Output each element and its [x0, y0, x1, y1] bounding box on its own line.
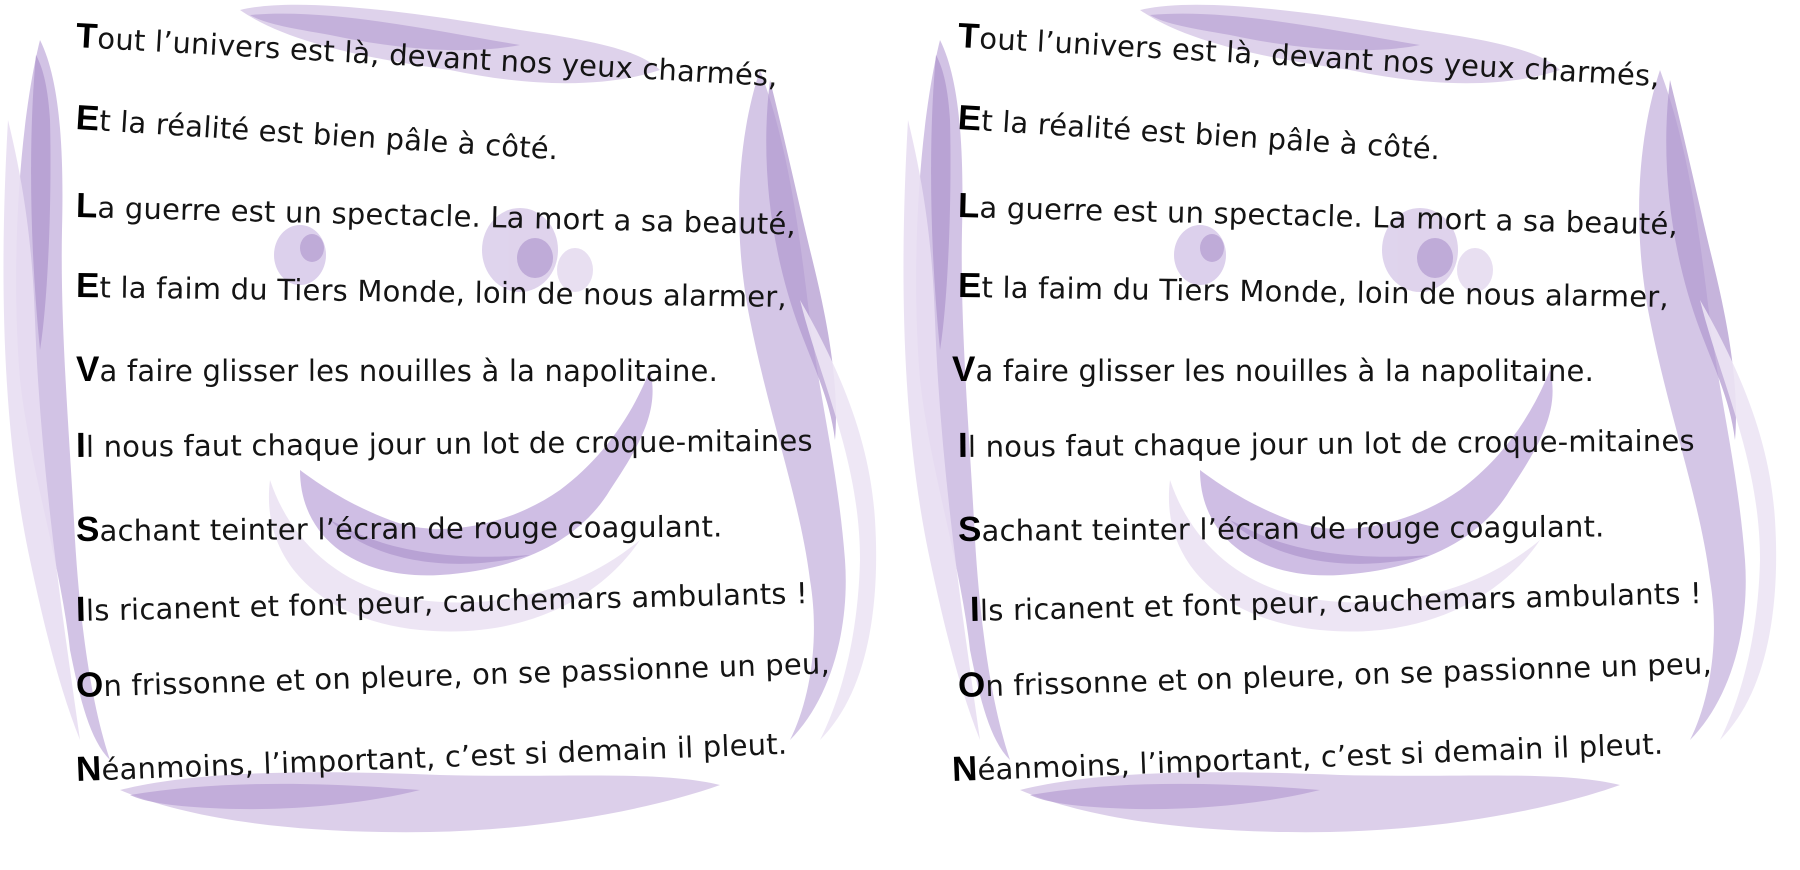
drop-capital: N: [951, 749, 979, 789]
poem-line: [76, 574, 809, 627]
drop-capital: V: [952, 350, 976, 389]
poem-line-text: ls ricanent et font peur, cauchemars ambulants !: [979, 576, 1703, 628]
poem-line-text: out l’univers est là, devant nos yeux charmés,: [978, 21, 1661, 94]
poem-line-text: t la faim du Tiers Monde, loin de nous alarmer,: [981, 270, 1670, 314]
poem-line: [76, 268, 787, 313]
poem-line-text: a guerre est un spectacle. La mort a sa beauté,: [97, 190, 797, 242]
drop-capital: O: [957, 665, 987, 705]
drop-capital: I: [969, 589, 981, 629]
poem-line-text: l nous faut chaque jour un lot de croque-mitaines: [967, 423, 1695, 464]
poem-line: [75, 644, 830, 703]
poem-right: [900, 0, 1800, 870]
drop-capital: O: [75, 665, 105, 705]
poem-line: [970, 574, 1703, 627]
poem-line-text: t la réalité est bien pâle à côté.: [98, 103, 560, 167]
drop-capital: E: [75, 266, 100, 306]
drop-capital: L: [75, 186, 99, 226]
drop-capital: S: [75, 509, 100, 549]
drop-capital: N: [75, 749, 103, 789]
poem-line-text: éanmoins, l’important, c’est si demain il pleut.: [976, 726, 1664, 788]
drop-capital: I: [957, 425, 969, 465]
poem-line: [958, 422, 1695, 463]
poem-line-text: t la réalité est bien pâle à côté.: [980, 103, 1442, 167]
poem-line: [76, 422, 813, 463]
poem-line: [75, 18, 779, 92]
poem-line-text: l nous faut chaque jour un lot de croque-mitaines: [85, 423, 813, 464]
poem-line: [952, 352, 1594, 387]
poem-line: [958, 188, 1679, 241]
poem-line: [75, 100, 560, 165]
poem-line: [958, 268, 1669, 313]
poem-line-text: n frissonne et on pleure, on se passionne un peu,: [984, 646, 1713, 704]
poem-line-text: n frissonne et on pleure, on se passionne un peu,: [102, 646, 831, 704]
drop-capital: E: [957, 266, 982, 306]
drop-capital: T: [74, 16, 99, 57]
poem-line: [958, 507, 1605, 547]
poem-line-text: achant teinter l’écran de rouge coagulant.: [99, 509, 723, 548]
poem-line: [957, 18, 1661, 92]
drop-capital: T: [956, 16, 981, 57]
poem-line: [76, 352, 718, 387]
poem-line-text: out l’univers est là, devant nos yeux charmés,: [96, 21, 779, 94]
poem-line-text: a faire glisser les nouilles à la napolitaine.: [99, 354, 719, 388]
poem-line: [76, 507, 723, 547]
drop-capital: V: [76, 350, 100, 389]
drop-capital: I: [75, 425, 87, 465]
drop-capital: S: [957, 509, 982, 549]
poem-line: [76, 188, 797, 241]
poem-line-text: a faire glisser les nouilles à la napolitaine.: [975, 354, 1595, 388]
poem-line-text: a guerre est un spectacle. La mort a sa beauté,: [979, 190, 1679, 242]
poem-line-text: achant teinter l’écran de rouge coagulant.: [981, 509, 1605, 548]
poem-line: [957, 644, 1712, 703]
poem-line-text: ls ricanent et font peur, cauchemars ambulants !: [85, 576, 809, 628]
poem-line-text: t la faim du Tiers Monde, loin de nous alarmer,: [99, 270, 788, 314]
poem-line-text: éanmoins, l’important, c’est si demain il pleut.: [100, 726, 788, 788]
drop-capital: L: [957, 186, 981, 226]
poem-panel-right: [900, 0, 1800, 870]
drop-capital: E: [74, 98, 101, 139]
drop-capital: E: [956, 98, 983, 139]
poem-line: [957, 100, 1442, 165]
drop-capital: I: [75, 589, 87, 629]
poem-line: [75, 725, 787, 787]
poem-line: [951, 725, 1663, 787]
